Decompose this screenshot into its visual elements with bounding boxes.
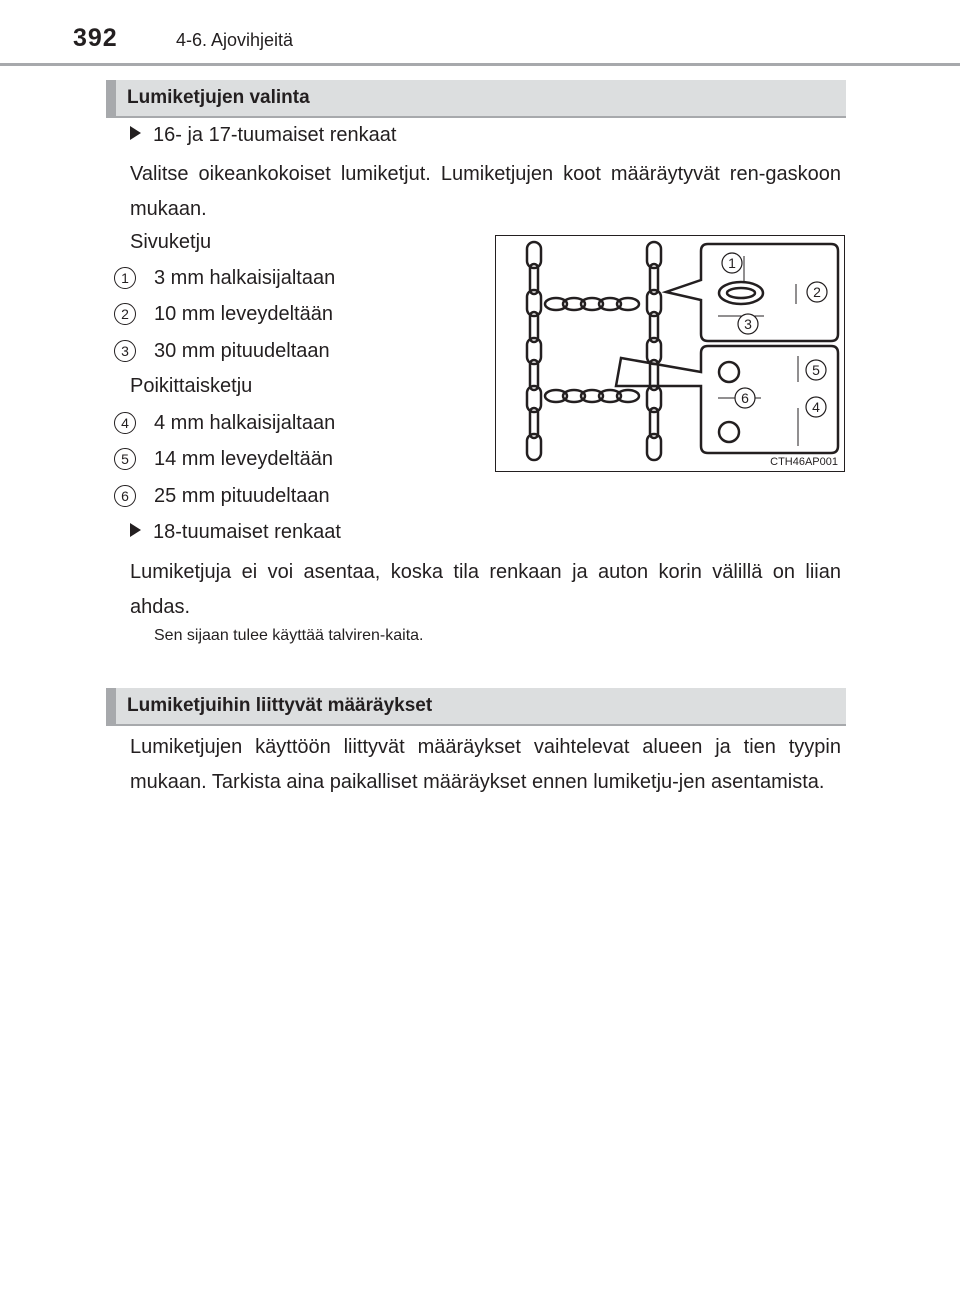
regulations-paragraph: Lumiketjujen käyttöön liittyvät määräykset vaihtelevat alueen ja tien tyypin mukaan. Tarkista aina paikalliset määräykset ennen lumiketju-jen asentamista.: [130, 736, 841, 793]
callout-label: 1: [728, 255, 736, 271]
chapter-title: 4-6. Ajovihjeitä: [176, 30, 294, 50]
detail-link: [719, 282, 763, 304]
note-paragraph: Sen sijaan tulee käyttää talviren-kaita.: [154, 627, 424, 644]
item-text: 25 mm pituudeltaan: [154, 485, 330, 507]
section-heading-snow-chain-selection: [106, 80, 846, 118]
triangle-bullet-icon: [130, 523, 141, 537]
item-text: 10 mm leveydeltään: [154, 303, 333, 325]
bullet-text: 16- ja 17-tuumaiset renkaat: [153, 124, 397, 146]
number-badge: 6: [114, 485, 136, 507]
bullet-text: 18-tuumaiset renkaat: [153, 521, 341, 543]
figure-code: CTH46AP001: [770, 456, 838, 468]
callout-label: 3: [744, 316, 752, 332]
bullet-16-17-inch: [130, 124, 396, 147]
header-rule: [0, 63, 960, 66]
number-badge: 3: [114, 340, 136, 362]
number-badge: 2: [114, 303, 136, 325]
item-text: 30 mm pituudeltaan: [154, 340, 330, 362]
item-text: 3 mm halkaisijaltaan: [154, 267, 336, 289]
callout-label: 6: [741, 390, 749, 406]
section-stripe: [106, 80, 116, 116]
detail-link-inner: [727, 288, 755, 298]
detail-hook: [719, 362, 739, 382]
number-badge: 1: [114, 267, 136, 289]
number-badge: 5: [114, 448, 136, 470]
cross-chain-label: Poikittaisketju: [130, 375, 253, 397]
fit-paragraph: Lumiketjuja ei voi asentaa, koska tila renkaan ja auton korin välillä on liian ahdas.: [130, 561, 841, 618]
section-title: Lumiketjujen valinta: [127, 87, 310, 108]
section-title: Lumiketjuihin liittyvät määräykset: [127, 695, 433, 716]
triangle-bullet-icon: [130, 126, 141, 140]
chain-illustration: [496, 236, 844, 471]
callout-label: 4: [812, 399, 820, 415]
section-stripe: [106, 688, 116, 724]
section-heading-snow-chain-regulations: [106, 688, 846, 726]
page-number: 392: [73, 24, 118, 52]
number-badge: 4: [114, 412, 136, 434]
intro-paragraph: Valitse oikeankokoiset lumiketjut. Lumiketjujen koot määräytyvät ren-gaskoon mukaan.: [130, 163, 841, 220]
side-chain-label: Sivuketju: [130, 231, 212, 253]
detail-hook: [719, 422, 739, 442]
item-text: 14 mm leveydeltään: [154, 448, 333, 470]
callout-label: 2: [813, 284, 821, 300]
snow-chain-figure: [495, 235, 845, 472]
bullet-18-inch: [130, 521, 341, 544]
callout-label: 5: [812, 362, 820, 378]
item-text: 4 mm halkaisijaltaan: [154, 412, 336, 434]
